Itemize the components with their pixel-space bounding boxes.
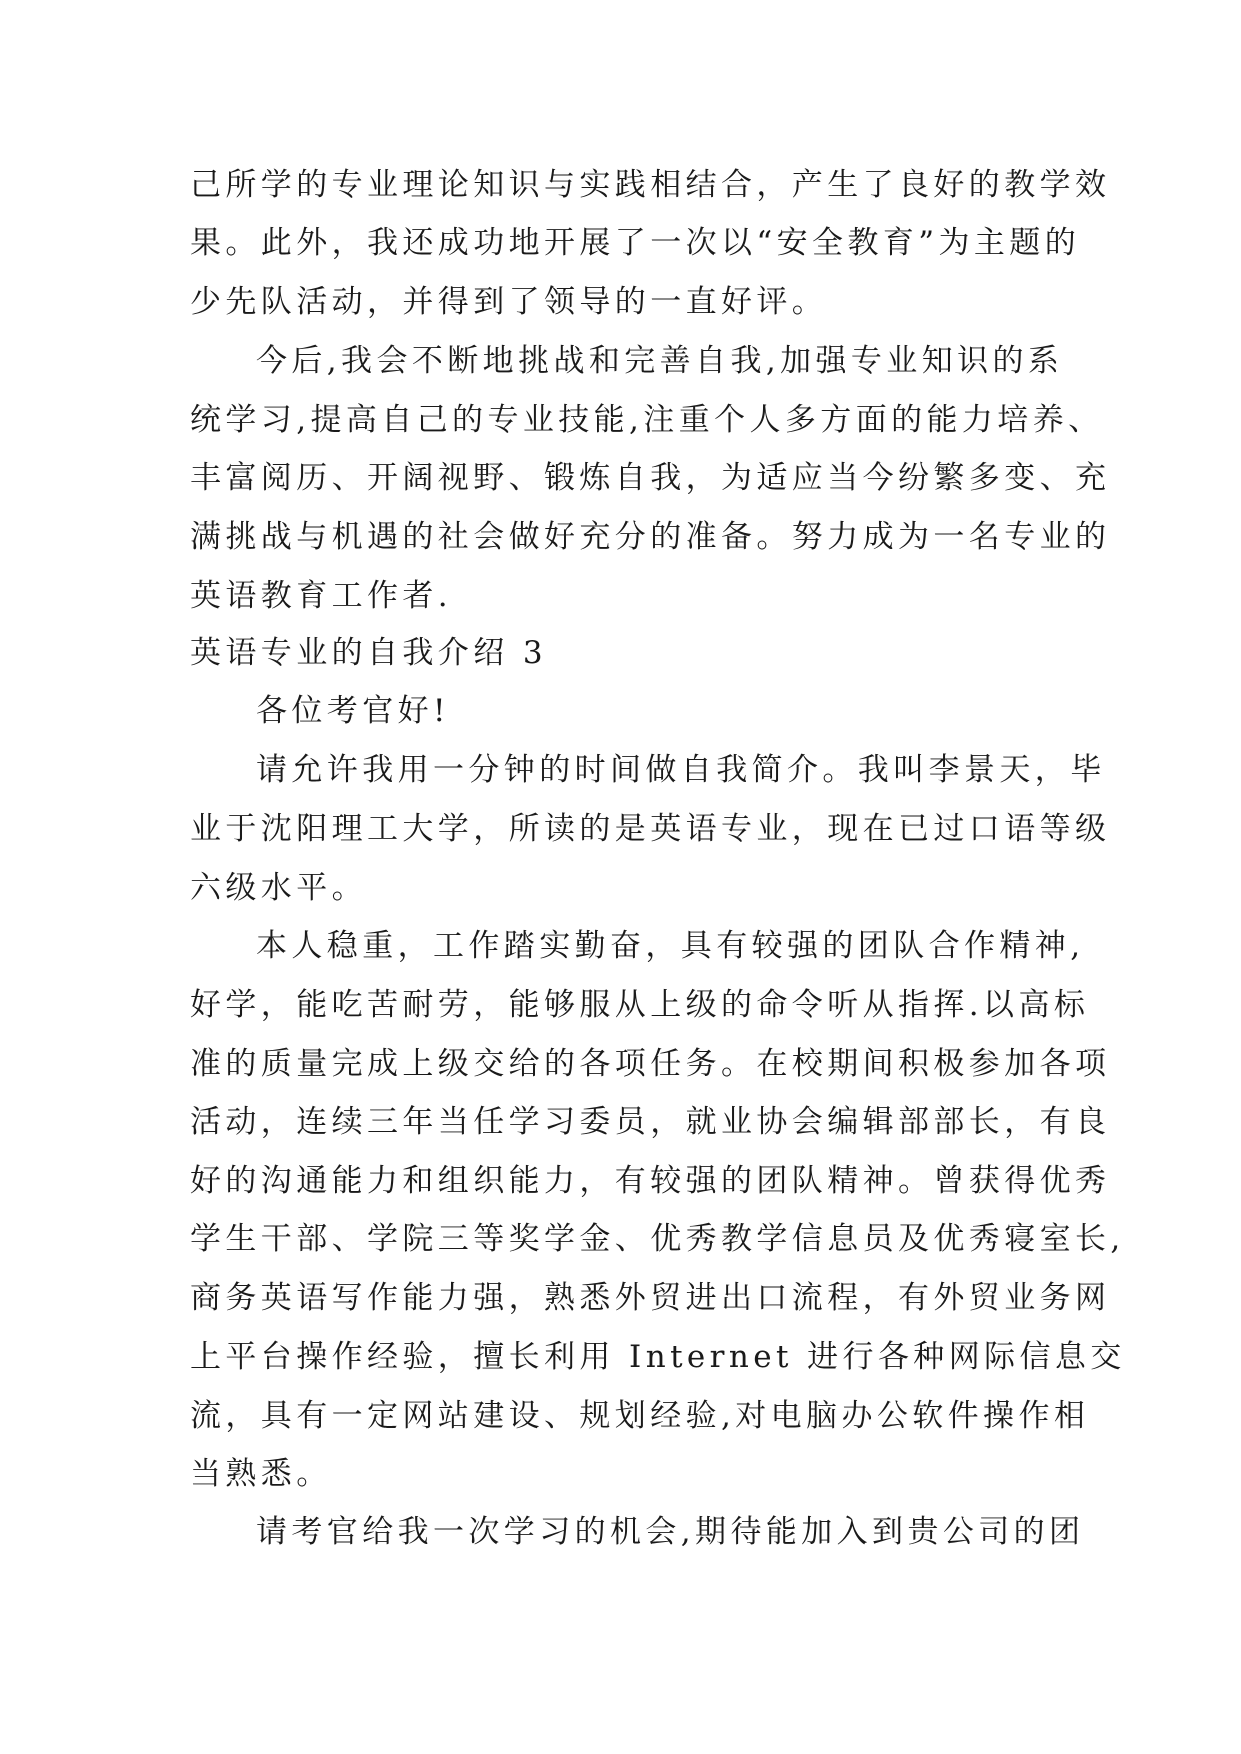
paragraph-line: 本人稳重，工作踏实勤奋，具有较强的团队合作精神, <box>256 928 1085 964</box>
paragraph-line: 今后,我会不断地挑战和完善自我,加强专业知识的系 <box>256 343 1064 379</box>
paragraph-line: 学生干部、学院三等奖学金、优秀教学信息员及优秀寝室长, <box>190 1221 1125 1257</box>
paragraph-line: 满挑战与机遇的社会做好充分的准备。努力成为一名专业的 <box>190 519 1111 555</box>
paragraph-line: 六级水平。 <box>190 870 367 906</box>
paragraph-line: 好学，能吃苦耐劳，能够服从上级的命令听从指挥.以高标 <box>190 987 1090 1023</box>
paragraph-line: 准的质量完成上级交给的各项任务。在校期间积极参加各项 <box>190 1046 1111 1082</box>
paragraph-line: 丰富阅历、开阔视野、锻炼自我，为适应当今纷繁多变、充 <box>190 460 1111 496</box>
paragraph-line: 上平台操作经验，擅长利用 Internet 进行各种网际信息交 <box>190 1339 1126 1375</box>
paragraph-line: 流，具有一定网站建设、规划经验,对电脑办公软件操作相 <box>190 1398 1090 1434</box>
paragraph-line: 业于沈阳理工大学，所读的是英语专业，现在已过口语等级 <box>190 811 1111 847</box>
paragraph-line: 请考官给我一次学习的机会,期待能加入到贵公司的团 <box>256 1514 1085 1550</box>
paragraph-line: 当熟悉。 <box>190 1456 332 1492</box>
paragraph-line: 请允许我用一分钟的时间做自我简介。我叫李景天，毕 <box>256 752 1106 788</box>
section-heading: 英语专业的自我介绍 3 <box>190 635 547 671</box>
paragraph-line: 活动，连续三年当任学习委员，就业协会编辑部部长，有良 <box>190 1104 1111 1140</box>
paragraph-line: 商务英语写作能力强，熟悉外贸进出口流程，有外贸业务网 <box>190 1280 1111 1316</box>
paragraph-line: 少先队活动，并得到了领导的一直好评。 <box>190 284 828 320</box>
paragraph-line: 各位考官好! <box>256 693 450 729</box>
paragraph-line: 己所学的专业理论知识与实践相结合，产生了良好的教学效 <box>190 167 1111 203</box>
paragraph-line: 好的沟通能力和组织能力，有较强的团队精神。曾获得优秀 <box>190 1163 1111 1199</box>
paragraph-line: 统学习,提高自己的专业技能,注重个人多方面的能力培养、 <box>190 402 1104 438</box>
paragraph-line: 果。此外，我还成功地开展了一次以“安全教育”为主题的 <box>190 225 1081 261</box>
paragraph-line: 英语教育工作者. <box>190 578 453 614</box>
